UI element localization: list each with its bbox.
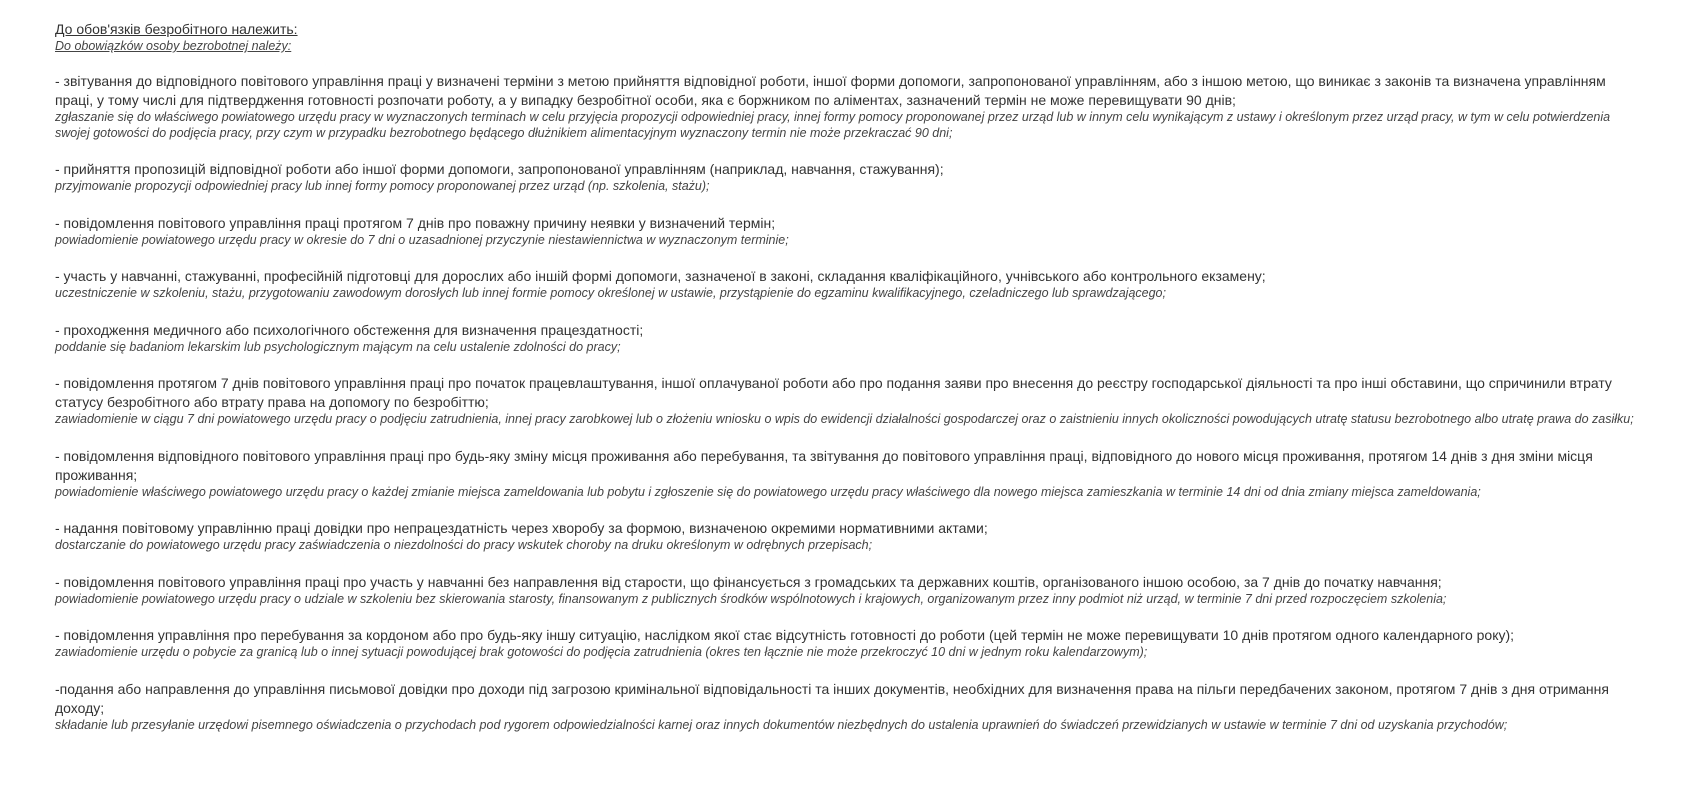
obligation-text-ukrainian: - проходження медичного або психологічного обстеження для визначення працездатності; [55,321,644,338]
obligation-text-polish: zawiadomienie w ciągu 7 dni powiatowego urzędu pracy o podjęciu zatrudnienia, innej pracy zarobkowej lub o złożeniu wniosku o wpis do ewidencji działalności gospodarczej oraz o zaistnieniu innych okoliczności powodujących utratę statusu bezrobotnego albo utratę prawa do zasiłku; [55,412,1634,426]
obligation-text-ukrainian: - повідомлення протягом 7 днів повітового управління праці про початок працевлаштування, іншої оплачуваної роботи або про подання заяви про внесення до реєстру господарської діяльності та про інші обставини, що спричинили втрату статусу безробітного або втрату права на допомогу по безробіттю; [55,375,1612,410]
obligation-text-ukrainian: - повідомлення відповідного повітового управління праці про будь-яку зміну місця проживання або перебування, та звітування до повітового управління праці, відповідного до нового місця проживання, протягом 14 днів з дня зміни місця проживання; [55,447,1593,483]
obligation-text-ukrainian: - участь у навчанні, стажуванні, професійній підготовці для дорослих або іншій формі допомоги, зазначеної в законі, складання кваліфікаційного, учнівського або контрольного екзамену; [55,268,1266,284]
obligation-item-7 [55,447,1635,501]
obligation-item-8 [55,519,1635,554]
obligation-text-ukrainian: - повідомлення управління про перебування за кордоном або про будь-яку іншу ситуацію, наслідком якої стає відсутність готовності до роботи (цей термін не може перевищувати 10 днів протягом одного календарного року); [55,627,1515,643]
obligation-text-ukrainian: -подання або направлення до управління письмової довідки про доходи під загрозою кримінальної відповідальності та інших документів, необхідних для визначення права на пільги передбачених законом, протягом 7 днів з дня отримання доходу; [55,680,1609,716]
obligation-text-polish: składanie lub przesyłanie urzędowi pisemnego oświadczenia o przychodach pod rygorem odpowiedzialności karnej oraz innych dokumentów niezbędnych do ustalenia uprawnień do świadczeń przewidzianych w ustawie w terminie 7 dni od uzyskania przychodów; [55,717,1508,732]
obligation-item-10 [55,626,1635,661]
obligation-item-1 [55,72,1635,141]
obligation-text-polish: powiadomienie powiatowego urzędu pracy o udziale w szkoleniu bez skierowania starosty, finansowanym z publicznych środków wspólnotowych i krajowych, organizowanym przez inny podmiot niż urząd, w terminie 7 dni przed rozpoczęciem szkolenia; [55,591,1447,606]
obligation-text-polish: powiadomienie właściwego powiatowego urzędu pracy o każdej zmianie miejsca zameldowania lub pobytu i zgłoszenie się do powiatowego urzędu pracy właściwego dla nowego miejsca zamieszkania w terminie 14 dni od dnia zmiany miejsca zameldowania; [55,484,1481,499]
obligation-text-polish: poddanie się badaniom lekarskim lub psychologicznym mającym na celu ustalenie zdolności do pracy; [55,339,621,354]
obligations-list [55,72,1635,733]
obligation-text-ukrainian: - прийняття пропозицій відповідної роботи або іншої форми допомоги, запропонованої управлінням (наприклад, навчання, стажування); [55,161,944,177]
heading-ukrainian: До обов'язків безробітного належить: [55,21,298,37]
obligation-text-polish: zgłaszanie się do właściwego powiatowego urzędu pracy w wyznaczonych terminach w celu przyjęcia propozycji odpowiedniej pracy, innej formy pomocy proponowanej przez urząd lub w innym celu wynikającym z ustawy i określonym przez urząd pracy, w tym w celu potwierdzenia swojej gotowości do podjęcia pracy, przy czym w przypadku bezrobotnego będącego dłużnikiem alimentacyjnym wyznaczony termin nie może przekraczać 90 dni; [55,110,1611,140]
obligation-text-ukrainian: - повідомлення повітового управління праці про участь у навчанні без направлення від старости, що фінансується з громадських та державних коштів, організованого іншою особою, за 7 днів до початку навчання; [55,573,1442,590]
obligation-text-polish: dostarczanie do powiatowego urzędu pracy zaświadczenia o niezdolności do pracy wskutek choroby na druku określonym w odrębnych przepisach; [55,538,873,552]
obligation-text-ukrainian: - звітування до відповідного повітового управління праці у визначені терміни з метою прийняття відповідної роботи, іншої форми допомоги, запропонованої управлінням, або з іншою метою, що виникає з законів та визначена управлінням праці, у тому числі для підтвердження готовності розпочати роботу, а у випадку безробітної особи, яка є боржником по аліментах, зазначений термін не може перевищувати 90 днів; [55,73,1606,108]
obligation-item-9 [55,573,1635,608]
obligation-text-ukrainian: - надання повітовому управлінню праці довідки про непрацездатність через хворобу за формою, визначеною окремими нормативними актами; [55,520,988,536]
heading-polish: Do obowiązków osoby bezrobotnej należy: [55,39,292,53]
obligation-text-polish: uczestniczenie w szkoleniu, stażu, przygotowaniu zawodowym dorosłych lub innej formie pomocy określonej w ustawie, przystąpienie do egzaminu kwalifikacyjnego, czeladniczego lub sprawdzającego; [55,286,1166,300]
obligation-text-ukrainian: - повідомлення повітового управління праці протягом 7 днів про поважну причину неявки у визначений термін; [55,214,776,231]
obligation-text-polish: powiadomienie powiatowego urzędu pracy w okresie do 7 dni o uzasadnionej przyczynie niestawiennictwa w wyznaczonym terminie; [55,232,789,247]
obligation-item-4 [55,267,1635,302]
obligation-item-5 [55,321,1635,356]
obligation-text-polish: zawiadomienie urzędu o pobycie za granicą lub o innej sytuacji powodującej brak gotowości do podjęcia zatrudnienia (okres ten łącznie nie może przekroczyć 10 dni w jednym roku kalendarzowym); [55,645,1148,659]
obligation-item-3 [55,214,1635,249]
document-body [55,20,1635,752]
obligation-item-2 [55,160,1635,195]
obligation-item-11 [55,680,1635,734]
obligation-text-polish: przyjmowanie propozycji odpowiedniej pracy lub innej formy pomocy proponowanej przez urząd (np. szkolenia, stażu); [55,179,710,193]
obligation-item-6 [55,374,1635,428]
